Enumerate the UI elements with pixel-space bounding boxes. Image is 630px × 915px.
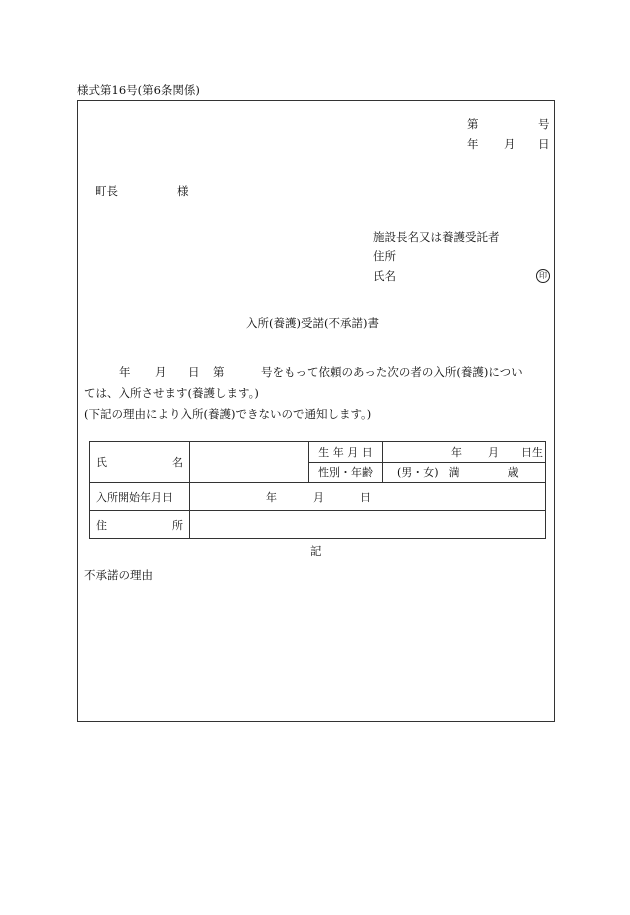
dob-year: 年 — [451, 445, 462, 459]
name-value-cell[interactable] — [190, 442, 309, 483]
name-label-1: 氏 — [96, 456, 107, 469]
start-day: 日 — [360, 490, 371, 504]
sex-age-value-cell[interactable] — [383, 462, 546, 483]
body-line2: ては、入所させます(養護します。) — [84, 386, 259, 400]
table-row — [90, 442, 546, 463]
date-year: 年 — [467, 137, 479, 151]
recipient-title: 町長 — [95, 184, 118, 198]
body-ref-month: 月 — [155, 365, 167, 379]
address-label-cell — [90, 511, 190, 539]
ki-heading: 記 — [310, 544, 322, 558]
age-prefix: 満 — [448, 466, 460, 480]
body-line3: (下記の理由により入所(養護)できないので通知します。) — [84, 407, 372, 421]
start-year: 年 — [266, 490, 277, 504]
table-row — [90, 483, 546, 511]
dob-label: 生 年 月 日 — [309, 442, 383, 463]
body-line1: 号をもって依頼のあった次の者の入所(養護)につい — [261, 365, 523, 379]
name-label-cell — [90, 442, 190, 483]
table-row — [90, 511, 546, 539]
dob-value-cell[interactable] — [383, 442, 546, 463]
form-number: 様式第16号(第6条関係) — [77, 83, 200, 97]
date-day: 日 — [538, 137, 550, 151]
ref-go: 号 — [538, 117, 550, 131]
address-label-2: 所 — [172, 518, 183, 532]
reason-label: 不承諾の理由 — [84, 568, 153, 582]
body-ref-year: 年 — [119, 365, 131, 379]
info-table — [89, 441, 546, 539]
start-month: 月 — [313, 490, 324, 504]
age-suffix: 歳 — [507, 466, 519, 480]
sex-age-label: 性別・年齢 — [309, 462, 383, 483]
dob-month: 月 — [488, 445, 499, 459]
sex-options: (男・女) — [397, 466, 439, 480]
body-ref-day: 日 — [188, 365, 200, 379]
body-ref-dai: 第 — [213, 365, 225, 379]
date-month: 月 — [504, 137, 516, 151]
seal-icon: 印 — [536, 269, 550, 283]
dob-day: 日生 — [521, 445, 543, 459]
start-date-value-cell[interactable] — [190, 483, 546, 511]
ref-dai: 第 — [467, 117, 479, 131]
address-label-1: 住 — [96, 518, 107, 532]
recipient-honorific: 様 — [177, 184, 189, 198]
address-value-cell[interactable] — [190, 511, 546, 539]
start-date-label: 入所開始年月日 — [90, 483, 190, 511]
sender-address-label: 住所 — [373, 249, 396, 263]
name-label-2: 名 — [172, 456, 183, 469]
sender-name-label: 氏名 — [373, 269, 396, 283]
sender-facility: 施設長名又は養護受託者 — [373, 230, 500, 244]
document-title: 入所(養護)受諾(不承諾)書 — [246, 316, 379, 330]
seal-mark — [536, 268, 550, 283]
